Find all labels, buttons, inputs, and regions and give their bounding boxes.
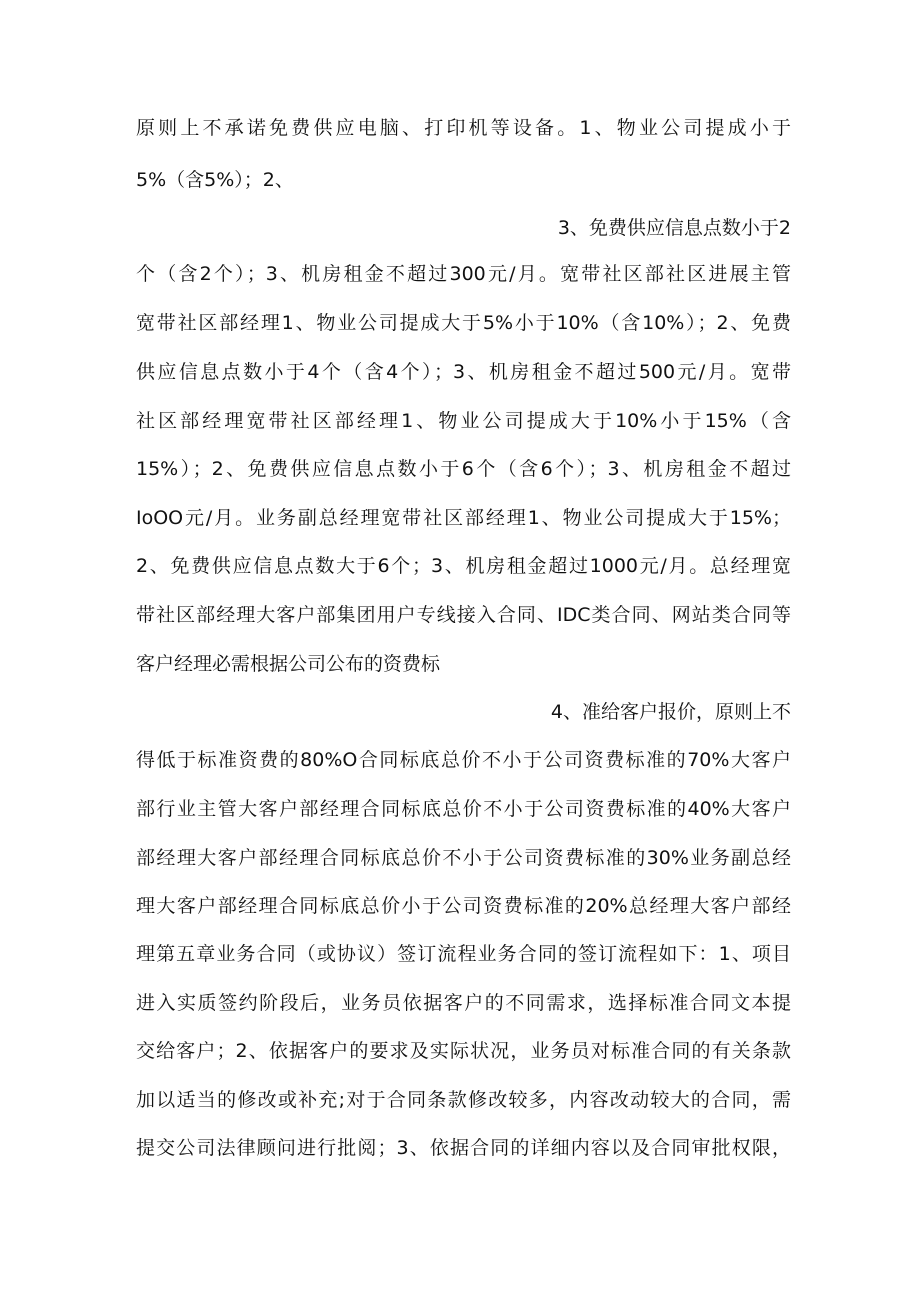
text-line-2: 5%（含5%）；2、 (136, 169, 294, 191)
text-line-13: 4、准给客户报价，原则上不 (550, 701, 791, 723)
text-line-8: 15%）；2、免费供应信息点数小于6个（含6个）；3、机房租金不超过 (136, 458, 791, 480)
text-line-3: 3、免费供应信息点数小于2 (557, 217, 791, 239)
text-line-18: 理第五章业务合同（或协议）签订流程业务合同的签订流程如下：1、项目 (136, 943, 791, 965)
text-line-17: 理大客户部经理合同标底总价小于公司资费标准的20%总经理大客户部经 (136, 895, 791, 917)
text-line-5: 宽带社区部经理1、物业公司提成大于5%小于10%（含10%）；2、免费 (136, 312, 791, 334)
text-line-10: 2、免费供应信息点数大于6个；3、机房租金超过1000元/月。总经理宽 (136, 555, 791, 577)
text-line-9: IoOO元/月。业务副总经理宽带社区部经理1、物业公司提成大于15%； (136, 507, 791, 529)
text-line-6: 供应信息点数小于4个（含4个）；3、机房租金不超过500元/月。宽带 (136, 361, 791, 383)
text-line-21: 加以适当的修改或补充;对于合同条款修改较多，内容改动较大的合同，需 (136, 1089, 791, 1111)
text-line-16: 部经理大客户部经理合同标底总价不小于公司资费标准的30%业务副总经 (136, 847, 791, 869)
text-line-20: 交给客户；2、依据客户的要求及实际状况，业务员对标准合同的有关条款 (136, 1040, 791, 1062)
text-line-22: 提交公司法律顾问进行批阅；3、依据合同的详细内容以及合同审批权限， (136, 1137, 791, 1159)
text-line-14: 得低于标准资费的80%O合同标底总价不小于公司资费标准的70%大客户 (136, 749, 791, 771)
text-line-11: 带社区部经理大客户部集团用户专线接入合同、IDC类合同、网站类合同等 (136, 604, 791, 626)
text-line-4: 个（含2个）；3、机房租金不超过300元/月。宽带社区部社区进展主管 (136, 263, 791, 285)
text-line-7: 社区部经理宽带社区部经理1、物业公司提成大于10%小于15%（含 (136, 410, 791, 432)
text-line-12: 客户经理必需根据公司公布的资费标 (136, 653, 441, 675)
text-line-15: 部行业主管大客户部经理合同标底总价不小于公司资费标准的40%大客户 (136, 798, 791, 820)
text-line-19: 进入实质签约阶段后，业务员依据客户的不同需求，选择标准合同文本提 (136, 992, 791, 1014)
text-line-1: 原则上不承诺免费供应电脑、打印机等设备。1、物业公司提成小于 (136, 117, 791, 139)
